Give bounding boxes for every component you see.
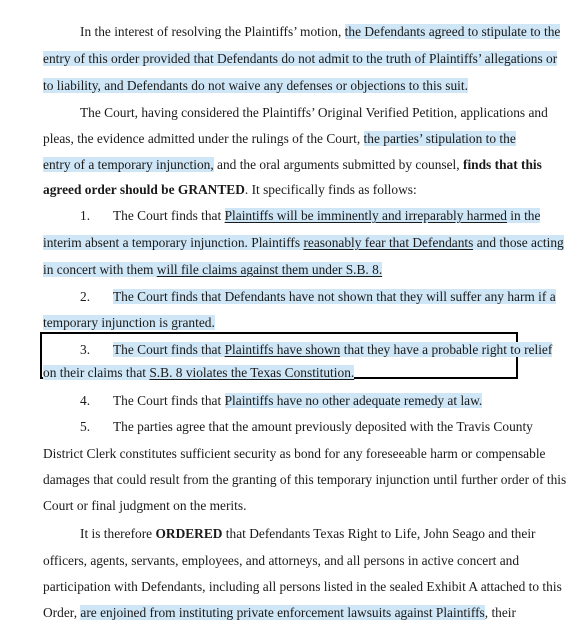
highlighted-text: Plaintiffs have shown xyxy=(224,342,341,357)
item3-line-1 xyxy=(113,342,553,358)
text: It is therefore xyxy=(80,526,156,541)
item5-line-4 xyxy=(43,498,542,514)
highlighted-text: on their claims that xyxy=(43,365,150,380)
item-number-3: 3. xyxy=(80,342,91,357)
item-number-4: 4. xyxy=(80,393,91,408)
p1-line-2 xyxy=(43,51,558,67)
text: participation with Defendants, including all persons listed in the sealed Exhibit A attached to this xyxy=(43,579,562,594)
p2-line-2 xyxy=(43,131,542,147)
text: District Clerk constitutes sufficient security as bond for any foreseeable harm or compensable xyxy=(43,446,546,461)
text: . It specifically finds as follows: xyxy=(244,182,417,197)
p3-line-4 xyxy=(43,605,542,621)
p2-line-4 xyxy=(43,182,542,198)
p1-line-1 xyxy=(80,24,561,40)
item1-line-3 xyxy=(43,262,542,278)
p3-line-2 xyxy=(43,553,542,569)
item5-line-2 xyxy=(43,446,546,462)
highlighted-text: Plaintiffs have no other adequate remedy at law. xyxy=(224,393,483,408)
text: officers, agents, servants, employees, and attorneys, and all persons in active concert and xyxy=(43,553,520,568)
item3-line-2 xyxy=(43,365,542,381)
p2-line-3 xyxy=(43,157,542,173)
text: and the oral arguments submitted by counsel, xyxy=(213,157,463,172)
text: damages that could result from the granting of this temporary injunction until further order of this xyxy=(43,472,566,487)
text: The parties agree that the amount previously deposited with the Travis County xyxy=(113,419,533,434)
item1-line-2 xyxy=(43,235,564,251)
item-number-5: 5. xyxy=(80,419,91,434)
highlighted-text: entry of a temporary injunction, xyxy=(43,157,214,172)
item-number-2: 2. xyxy=(80,289,91,304)
bold-text: agreed order should be GRANTED xyxy=(43,182,245,197)
highlighted-text: are enjoined from instituting private enforcement lawsuits against Plaintiffs xyxy=(80,605,485,620)
highlighted-text: The Court finds that xyxy=(113,342,225,357)
bold-text: ORDERED xyxy=(155,526,223,541)
text: pleas, the evidence admitted under the rulings of the Court, xyxy=(43,131,364,146)
highlighted-text: to liability, and Defendants do not waive any defenses or objections to this suit. xyxy=(43,78,468,93)
text: , their xyxy=(484,605,516,620)
highlighted-text: in the xyxy=(506,208,541,223)
highlighted-text: and those acting xyxy=(473,235,564,250)
p3-line-3 xyxy=(43,579,562,595)
highlighted-text: that they have a probable right to relief xyxy=(340,342,553,357)
text: The Court, having considered the Plaintiffs’ Original Verified Petition, applications and xyxy=(80,105,548,120)
highlighted-text: temporary injunction is granted. xyxy=(43,315,215,330)
highlighted-text: in concert with them xyxy=(43,262,157,277)
text: Order, xyxy=(43,605,81,620)
highlighted-text: reasonably fear that Defendants xyxy=(303,235,474,250)
text: The Court finds that xyxy=(113,393,225,408)
highlighted-text: will file claims against them under S.B. 8. xyxy=(156,262,383,277)
p2-line-1 xyxy=(80,105,548,121)
highlighted-text: the parties’ stipulation to the xyxy=(363,131,516,146)
bold-text: finds that this xyxy=(462,157,542,172)
item2-line-1 xyxy=(113,289,556,305)
highlighted-text: the Defendants agreed to stipulate to the xyxy=(344,24,561,39)
text: In the interest of resolving the Plaintiffs’ motion, xyxy=(80,24,345,39)
highlighted-text: interim absent a temporary injunction. Plaintiffs xyxy=(43,235,304,250)
item5-line-1 xyxy=(113,419,542,435)
text: The Court finds that xyxy=(113,208,225,223)
text: Court or final judgment on the merits. xyxy=(43,498,247,513)
text: that Defendants Texas Right to Life, John Seago and their xyxy=(222,526,536,541)
highlighted-text: S.B. 8 violates the Texas Constitution. xyxy=(149,365,355,380)
item4-line-1 xyxy=(113,393,542,409)
item1-line-1 xyxy=(113,208,542,224)
highlighted-text: The Court finds that Defendants have not shown that they will suffer any harm if a xyxy=(113,289,556,304)
item-number-1: 1. xyxy=(80,208,91,223)
p1-line-3 xyxy=(43,78,542,94)
item5-line-3 xyxy=(43,472,566,488)
highlighted-text: Plaintiffs will be imminently and irreparably harmed xyxy=(224,208,507,223)
highlighted-text: entry of this order provided that Defendants do not admit to the truth of Plaintiffs’ allegations or xyxy=(43,51,558,66)
p3-line-1 xyxy=(80,526,542,542)
item2-line-2 xyxy=(43,315,542,331)
